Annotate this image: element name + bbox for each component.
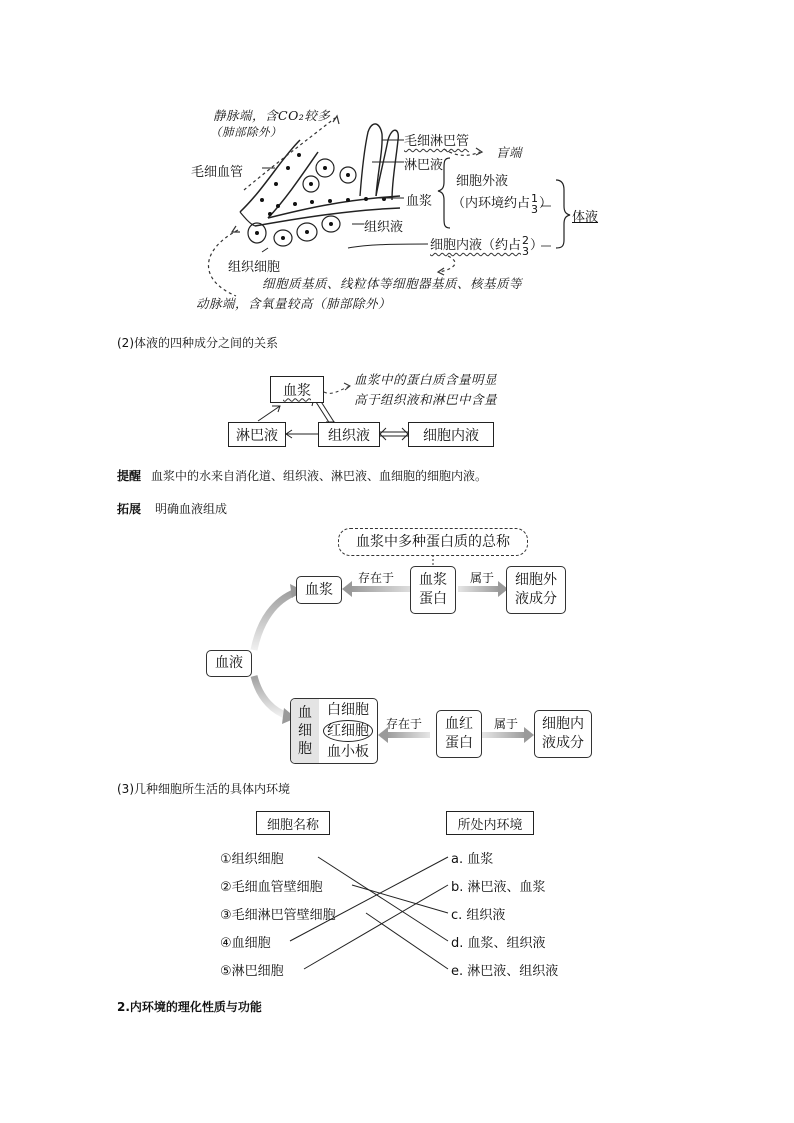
exists-in-label-1: 存在于 [358, 571, 395, 585]
blood-box: 血液 [206, 650, 252, 677]
cell-item: ④血细胞 [220, 936, 271, 951]
tissue-fluid-box: 组织液 [318, 422, 380, 447]
tip-label: 提醒 [117, 469, 142, 483]
cell-name-header: 细胞名称 [256, 811, 330, 835]
plasma-protein-definition: 血浆中多种蛋白质的总称 [338, 528, 528, 556]
protein-note-1: 血浆中的蛋白质含量明显 [354, 372, 498, 387]
body-fluid-label: 体液 [572, 210, 599, 225]
tip-text: 血浆中的水来自消化道、组织液、淋巴液、血细胞的细胞内液。 [151, 469, 488, 483]
cell-item: ①组织细胞 [220, 852, 284, 867]
artery-note: 动脉端，含氧量较高（肺部除外） [196, 296, 392, 311]
rbc-label: 红细胞 [323, 720, 373, 742]
vein-note-2: （肺部除外） [210, 125, 282, 139]
blind-end-label: 盲端 [496, 145, 523, 160]
plasma-protein-box: 血浆 蛋白 [410, 566, 456, 614]
intracellular-box: 细胞内液 [408, 422, 494, 447]
platelet-label: 血小板 [327, 744, 369, 760]
ecf-component-box: 细胞外 液成分 [506, 566, 566, 614]
env-item: c. 组织液 [451, 908, 506, 923]
section-2-heading: (2)体液的四种成分之间的关系 [117, 336, 278, 350]
section-3-heading: (3)几种细胞所生活的具体内环境 [117, 782, 290, 796]
exists-in-label-2: 存在于 [386, 717, 423, 731]
extend-text: 明确血液组成 [155, 502, 228, 516]
internal-env-ratio: （内环境约占1 3） [452, 191, 553, 216]
vein-note-1: 静脉端，含CO₂较多 [213, 108, 331, 123]
cell-item: ③毛细淋巴管壁细胞 [220, 908, 336, 923]
cell-item: ②毛细血管壁细胞 [220, 880, 323, 895]
env-item: e. 淋巴液、组织液 [451, 964, 559, 979]
tissue-fluid-label: 组织液 [364, 220, 404, 235]
section-heading-physicochemical: 2.内环境的理化性质与功能 [117, 1000, 262, 1014]
lymph-label: 淋巴液 [404, 158, 444, 173]
plasma-box: 血浆 [270, 376, 324, 403]
matrix-note: 细胞质基质、线粒体等细胞器基质、核基质等 [262, 276, 523, 291]
plasma-label: 血浆 [406, 194, 433, 209]
belongs-label-1: 属于 [470, 571, 495, 585]
environment-header: 所处内环境 [446, 811, 534, 835]
icf-component-box: 细胞内 液成分 [534, 710, 592, 758]
lymph-capillary-label: 毛细淋巴管 [404, 134, 470, 149]
intracellular-ratio: 细胞内液（约占2 3） [430, 233, 544, 258]
blood-capillary-label: 毛细血管 [191, 165, 244, 180]
extracellular-label: 细胞外液 [456, 174, 509, 189]
wbc-label: 白细胞 [327, 702, 369, 718]
plasma-box: 血浆 [296, 576, 342, 604]
hemoglobin-box: 血红 蛋白 [436, 710, 482, 758]
extend-label: 拓展 [117, 502, 142, 516]
cell-item: ⑤淋巴细胞 [220, 964, 284, 979]
blood-cells-label: 血 细 胞 [291, 699, 319, 763]
env-item: a. 血浆 [451, 852, 494, 867]
lymph-box: 淋巴液 [228, 422, 286, 447]
belongs-label-2: 属于 [494, 717, 519, 731]
protein-note-2: 高于组织液和淋巴中含量 [354, 392, 498, 407]
tissue-cells-label: 组织细胞 [228, 260, 281, 275]
env-item: d. 血浆、组织液 [451, 936, 546, 951]
env-item: b. 淋巴液、血浆 [451, 880, 546, 895]
